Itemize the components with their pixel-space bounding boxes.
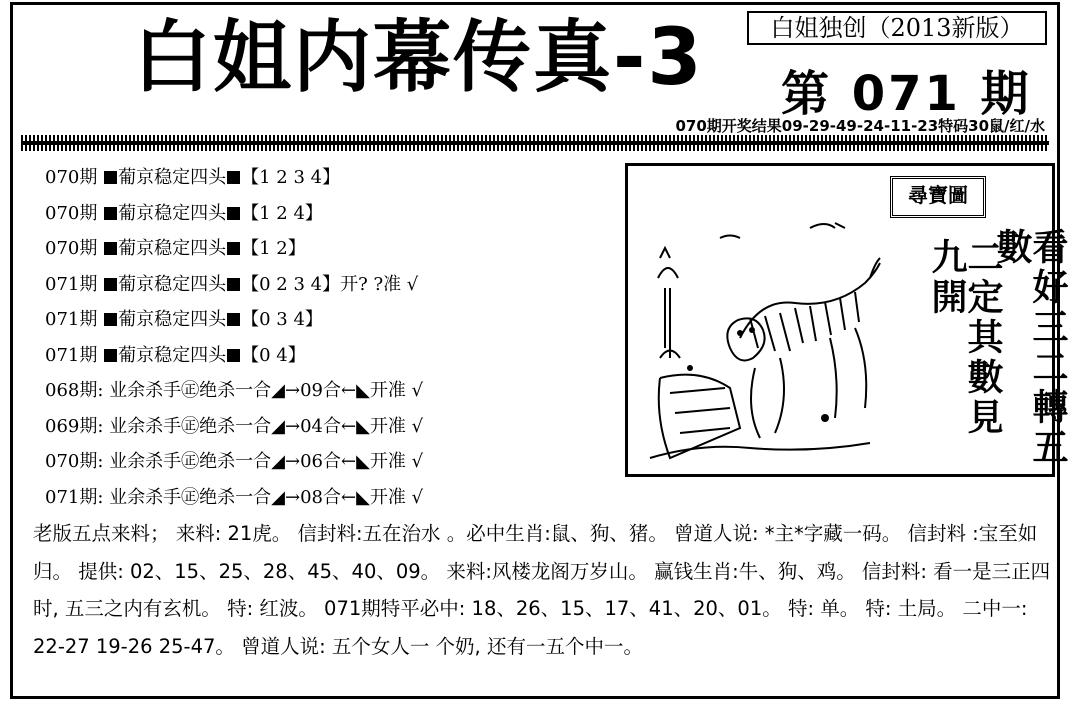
square-bullet <box>104 242 117 255</box>
tiger-illustration <box>630 168 882 472</box>
item-value: 【1 2 3 4】 <box>241 167 341 188</box>
treasure-map-stamp: 尋寶圖 <box>890 176 986 218</box>
header-divider <box>21 135 1049 151</box>
square-bullet <box>104 171 117 184</box>
item-text: 业余杀手㊣绝杀一合◢→09合←◣开准 √ <box>109 380 424 401</box>
treasure-map-panel <box>625 163 1068 477</box>
list-item <box>45 302 605 338</box>
list-item <box>45 373 605 409</box>
previous-result: 070期开奖结果09-29-49-24-11-23特码30鼠/红/水 <box>675 117 1045 135</box>
item-value: 【0 2 3 4】开? ?准 √ <box>241 273 419 295</box>
verse-left: 二定其數見九開 <box>926 238 1003 438</box>
square-bullet <box>227 242 240 255</box>
square-bullet <box>227 171 240 184</box>
verse-right: 看好三二轉五數 <box>991 228 1068 468</box>
item-text: 葡京稳定四头 <box>118 202 227 224</box>
tiger-drawing <box>630 168 882 472</box>
item-value: 【0 4】 <box>241 344 306 366</box>
item-text: 业余杀手㊣绝杀一合◢→08合←◣开准 √ <box>109 486 424 508</box>
item-value: 【1 2】 <box>241 238 306 259</box>
period-label: 069期: <box>45 415 104 437</box>
list-item <box>45 231 605 267</box>
period-label: 068期: <box>45 380 104 401</box>
square-bullet <box>227 207 240 220</box>
item-value: 【1 2 4】 <box>241 202 323 224</box>
item-text: 葡京稳定四头 <box>118 167 227 188</box>
list-item <box>45 480 605 516</box>
item-text: 业余杀手㊣绝杀一合◢→04合←◣开准 √ <box>109 415 424 437</box>
period-label: 070期 <box>45 167 98 188</box>
square-bullet <box>104 278 117 291</box>
tips-paragraph: 老版五点来料； 来料: 21虎。 信封料:五在治水 。必中生肖:鼠、狗、猪。 曾道人说: *主*字藏一码。 信封料 :宝至如归。 提供: 02、15、25、28、45、40、09。 来料:风楼龙阁万岁山。 赢钱生肖:牛、狗、鸡。 信封料: 看一是三正四时, 五三之内有玄机。 特: 红波。 071期特平必中: 18、26、15、17、41、20、01。 特: 单。 特: 土局。 二中一: 22-27 19-26 25-47。 曾道人说: 五个女人一 个奶, 还有一五个中一。 <box>33 522 1051 658</box>
list-item <box>45 409 605 445</box>
list-item <box>45 338 605 374</box>
period-label: 071期 <box>45 344 98 366</box>
square-bullet <box>227 313 240 326</box>
prediction-list <box>45 160 605 515</box>
period-label: 070期 <box>45 202 98 224</box>
list-item <box>45 160 605 196</box>
brand-label: 白姐独创（2013新版） <box>747 11 1047 45</box>
period-label: 071期: <box>45 486 104 508</box>
square-bullet <box>104 349 117 362</box>
item-text: 葡京稳定四头 <box>118 344 227 366</box>
item-text: 葡京稳定四头 <box>118 238 227 259</box>
period-label: 071期 <box>45 309 98 330</box>
item-value: 【0 3 4】 <box>241 309 323 330</box>
list-item <box>45 444 605 480</box>
square-bullet <box>227 349 240 362</box>
period-label: 070期: <box>45 451 104 472</box>
list-item <box>45 196 605 232</box>
item-text: 业余杀手㊣绝杀一合◢→06合←◣开准 √ <box>109 451 424 472</box>
period-label: 071期 <box>45 273 98 295</box>
item-text: 葡京稳定四头 <box>118 309 227 330</box>
main-title: 白姐内幕传真-3 <box>133 13 704 103</box>
period-label: 070期 <box>45 238 98 259</box>
square-bullet <box>104 313 117 326</box>
item-text: 葡京稳定四头 <box>118 273 227 295</box>
issue-number: 第 071 期 <box>781 66 1032 122</box>
square-bullet <box>227 278 240 291</box>
list-item <box>45 267 605 303</box>
newsletter-sheet <box>10 2 1068 699</box>
square-bullet <box>104 207 117 220</box>
